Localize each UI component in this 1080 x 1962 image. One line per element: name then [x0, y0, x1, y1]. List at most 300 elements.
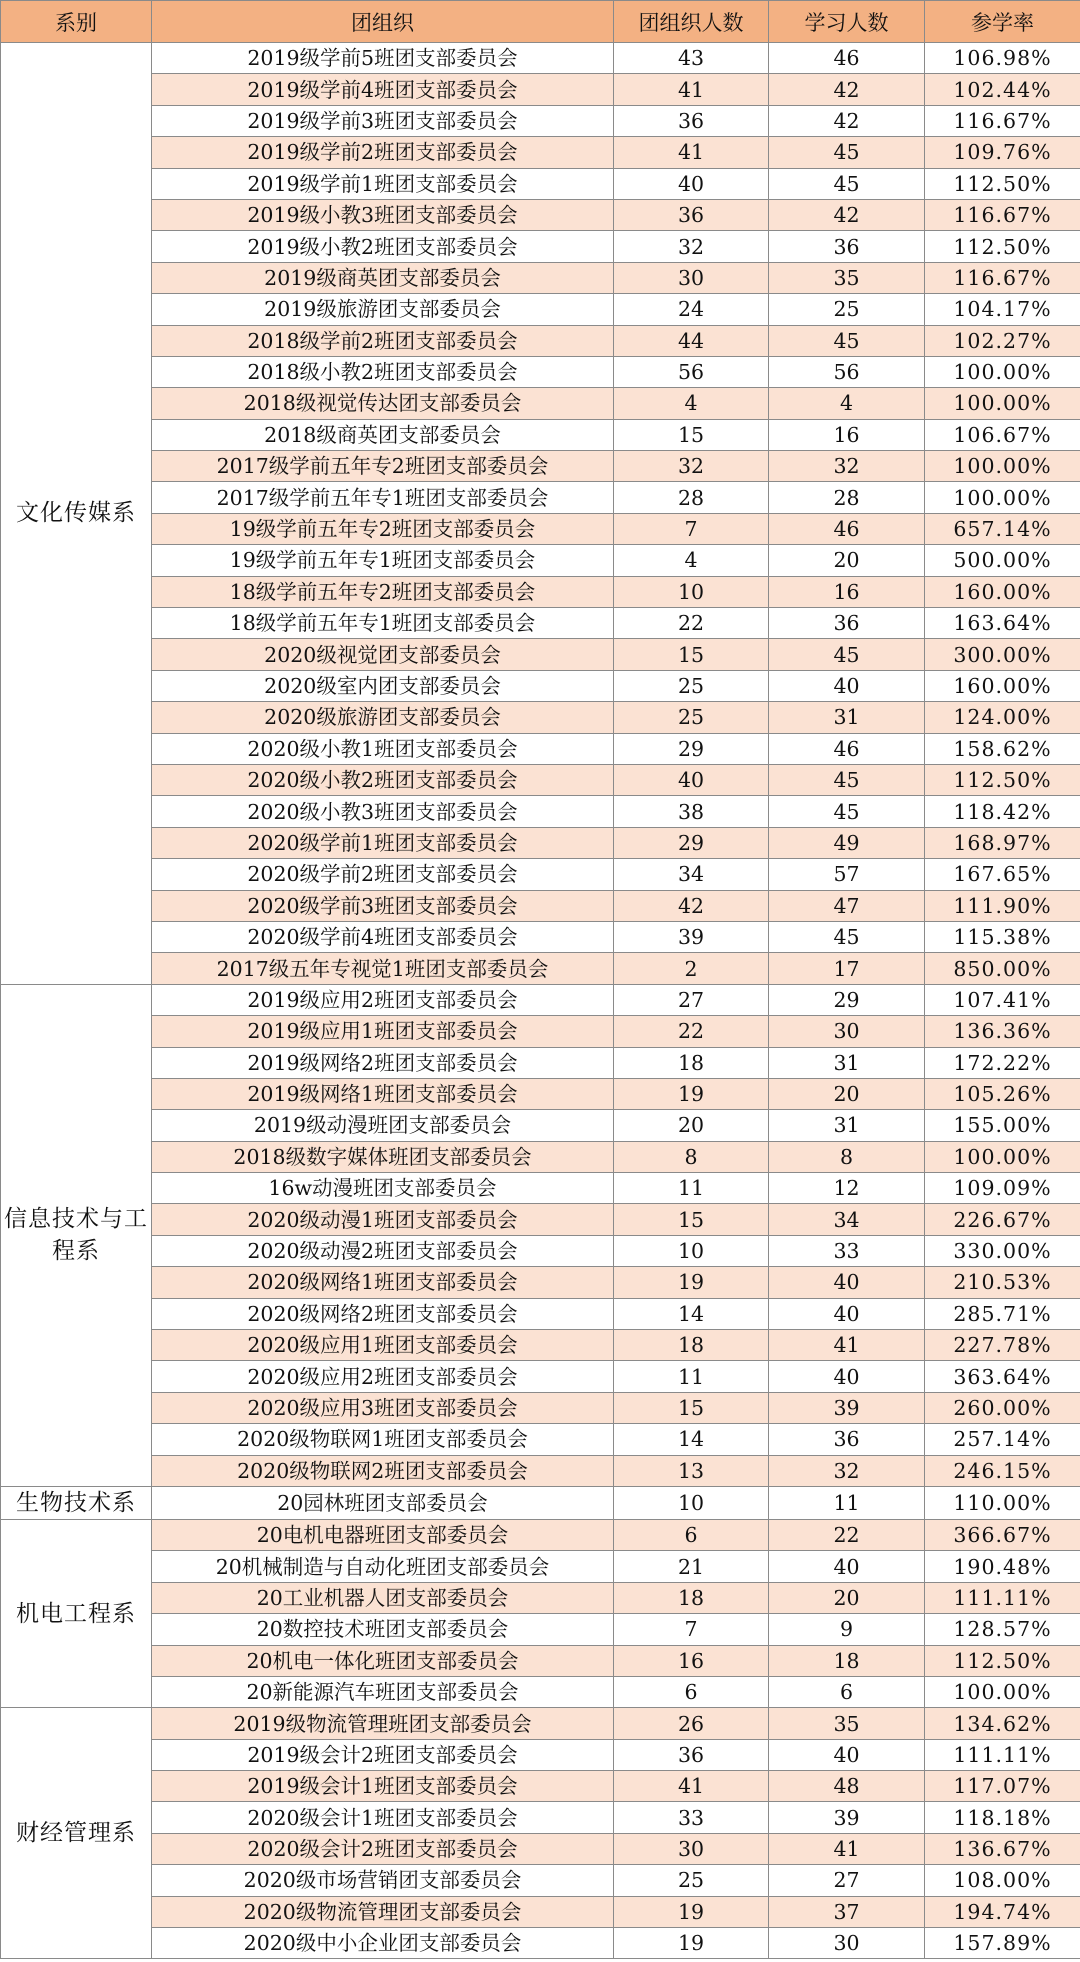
rate-cell: 106.98% [925, 43, 1080, 74]
study-count-cell: 42 [769, 199, 925, 230]
table-row [1, 1771, 1080, 1802]
table-row [1, 796, 1080, 827]
rate-cell: 112.50% [925, 168, 1080, 199]
org-name-cell: 2019级网络1班团支部委员会 [152, 1078, 614, 1109]
org-name-cell: 20机电一体化班团支部委员会 [152, 1645, 614, 1676]
table-row [1, 1896, 1080, 1927]
rate-cell: 136.36% [925, 1016, 1080, 1047]
org-count-cell: 15 [614, 1204, 769, 1235]
rate-cell: 167.65% [925, 859, 1080, 890]
rate-cell: 226.67% [925, 1204, 1080, 1235]
org-name-cell: 2020级应用1班团支部委员会 [152, 1330, 614, 1361]
org-name-cell: 2020级物流管理团支部委员会 [152, 1896, 614, 1927]
rate-cell: 366.67% [925, 1519, 1080, 1550]
rate-cell: 246.15% [925, 1455, 1080, 1486]
rate-cell: 111.11% [925, 1582, 1080, 1613]
table-row [1, 890, 1080, 921]
study-count-cell: 39 [769, 1802, 925, 1833]
study-count-cell: 40 [769, 1739, 925, 1770]
table-row [1, 1392, 1080, 1423]
org-count-cell: 18 [614, 1582, 769, 1613]
org-name-cell: 2018级商英团支部委员会 [152, 419, 614, 450]
org-count-cell: 6 [614, 1676, 769, 1707]
org-name-cell: 2020级动漫1班团支部委员会 [152, 1204, 614, 1235]
rate-cell: 136.67% [925, 1833, 1080, 1864]
study-count-cell: 30 [769, 1016, 925, 1047]
table-row [1, 1802, 1080, 1833]
table-row [1, 294, 1080, 325]
header-rate: 参学率 [925, 1, 1080, 43]
table-row [1, 451, 1080, 482]
org-name-cell: 2018级学前2班团支部委员会 [152, 325, 614, 356]
table-row [1, 733, 1080, 764]
header-row [1, 1, 1080, 43]
rate-cell: 117.07% [925, 1771, 1080, 1802]
study-count-cell: 40 [769, 1551, 925, 1582]
study-count-cell: 31 [769, 1110, 925, 1141]
org-name-cell: 2020级小教3班团支部委员会 [152, 796, 614, 827]
study-count-cell: 20 [769, 545, 925, 576]
org-count-cell: 42 [614, 890, 769, 921]
org-name-cell: 2020级小教1班团支部委员会 [152, 733, 614, 764]
table-row [1, 74, 1080, 105]
org-count-cell: 16 [614, 1645, 769, 1676]
org-count-cell: 28 [614, 482, 769, 513]
dept-cell: 生物技术系 [1, 1486, 152, 1519]
table-row [1, 1047, 1080, 1078]
org-count-cell: 2 [614, 953, 769, 984]
org-name-cell: 2019级会计2班团支部委员会 [152, 1739, 614, 1770]
org-name-cell: 2020级室内团支部委员会 [152, 670, 614, 701]
table-row [1, 262, 1080, 293]
study-count-cell: 20 [769, 1078, 925, 1109]
study-count-cell: 9 [769, 1614, 925, 1645]
study-count-cell: 41 [769, 1330, 925, 1361]
table-row [1, 545, 1080, 576]
org-count-cell: 7 [614, 513, 769, 544]
table-row [1, 1204, 1080, 1235]
rate-cell: 100.00% [925, 388, 1080, 419]
rate-cell: 116.67% [925, 105, 1080, 136]
table-row [1, 105, 1080, 136]
header-dept: 系别 [1, 1, 152, 43]
org-name-cell: 2020级旅游团支部委员会 [152, 702, 614, 733]
study-count-cell: 45 [769, 325, 925, 356]
study-count-cell: 28 [769, 482, 925, 513]
table-row [1, 1928, 1080, 1959]
study-count-cell: 41 [769, 1833, 925, 1864]
study-count-cell: 46 [769, 733, 925, 764]
header-study-count: 学习人数 [769, 1, 925, 43]
study-count-cell: 45 [769, 796, 925, 827]
rate-cell: 100.00% [925, 356, 1080, 387]
study-count-cell: 46 [769, 513, 925, 544]
org-name-cell: 2020级应用3班团支部委员会 [152, 1392, 614, 1423]
org-count-cell: 19 [614, 1267, 769, 1298]
study-count-cell: 35 [769, 262, 925, 293]
org-name-cell: 2019级网络2班团支部委员会 [152, 1047, 614, 1078]
org-count-cell: 22 [614, 608, 769, 639]
table-row [1, 1455, 1080, 1486]
org-count-cell: 36 [614, 1739, 769, 1770]
rate-cell: 190.48% [925, 1551, 1080, 1582]
org-count-cell: 10 [614, 1235, 769, 1266]
org-name-cell: 2019级物流管理班团支部委员会 [152, 1708, 614, 1739]
rate-cell: 116.67% [925, 199, 1080, 230]
study-count-cell: 17 [769, 953, 925, 984]
study-count-cell: 6 [769, 1676, 925, 1707]
table-row [1, 1519, 1080, 1550]
org-name-cell: 2018级视觉传达团支部委员会 [152, 388, 614, 419]
org-count-cell: 11 [614, 1361, 769, 1392]
rate-cell: 260.00% [925, 1392, 1080, 1423]
org-count-cell: 43 [614, 43, 769, 74]
org-count-cell: 38 [614, 796, 769, 827]
rate-cell: 111.11% [925, 1739, 1080, 1770]
table-row [1, 1110, 1080, 1141]
rate-cell: 116.67% [925, 262, 1080, 293]
rate-cell: 118.42% [925, 796, 1080, 827]
table-row [1, 639, 1080, 670]
study-count-cell: 45 [769, 137, 925, 168]
study-count-cell: 46 [769, 43, 925, 74]
rate-cell: 160.00% [925, 670, 1080, 701]
table-row [1, 953, 1080, 984]
org-count-cell: 19 [614, 1896, 769, 1927]
study-count-cell: 16 [769, 419, 925, 450]
org-count-cell: 15 [614, 419, 769, 450]
table-row [1, 1330, 1080, 1361]
org-name-cell: 2019级应用2班团支部委员会 [152, 984, 614, 1015]
org-name-cell: 2018级小教2班团支部委员会 [152, 356, 614, 387]
org-name-cell: 2018级数字媒体班团支部委员会 [152, 1141, 614, 1172]
org-count-cell: 10 [614, 1486, 769, 1519]
study-count-cell: 4 [769, 388, 925, 419]
rate-cell: 124.00% [925, 702, 1080, 733]
org-count-cell: 20 [614, 1110, 769, 1141]
rate-cell: 257.14% [925, 1424, 1080, 1455]
org-name-cell: 19级学前五年专1班团支部委员会 [152, 545, 614, 576]
org-name-cell: 16w动漫班团支部委员会 [152, 1173, 614, 1204]
org-count-cell: 36 [614, 105, 769, 136]
study-count-cell: 16 [769, 576, 925, 607]
org-count-cell: 56 [614, 356, 769, 387]
study-count-cell: 45 [769, 639, 925, 670]
rate-cell: 104.17% [925, 294, 1080, 325]
rate-cell: 100.00% [925, 451, 1080, 482]
study-count-cell: 37 [769, 1896, 925, 1927]
org-count-cell: 40 [614, 764, 769, 795]
study-count-cell: 57 [769, 859, 925, 890]
org-count-cell: 10 [614, 576, 769, 607]
org-count-cell: 18 [614, 1330, 769, 1361]
rate-cell: 102.27% [925, 325, 1080, 356]
study-count-cell: 25 [769, 294, 925, 325]
table-row [1, 984, 1080, 1015]
study-count-cell: 48 [769, 1771, 925, 1802]
org-name-cell: 20机械制造与自动化班团支部委员会 [152, 1551, 614, 1582]
org-name-cell: 20电机电器班团支部委员会 [152, 1519, 614, 1550]
table-row [1, 1739, 1080, 1770]
dept-cell: 机电工程系 [1, 1519, 152, 1707]
rate-cell: 111.90% [925, 890, 1080, 921]
study-count-cell: 36 [769, 231, 925, 262]
dept-cell: 财经管理系 [1, 1708, 152, 1959]
org-count-cell: 40 [614, 168, 769, 199]
org-count-cell: 18 [614, 1047, 769, 1078]
org-count-cell: 34 [614, 859, 769, 890]
org-name-cell: 2020级学前1班团支部委员会 [152, 827, 614, 858]
org-name-cell: 20数控技术班团支部委员会 [152, 1614, 614, 1645]
study-count-cell: 27 [769, 1865, 925, 1896]
table-row [1, 702, 1080, 733]
org-count-cell: 6 [614, 1519, 769, 1550]
study-count-cell: 31 [769, 702, 925, 733]
rate-cell: 227.78% [925, 1330, 1080, 1361]
org-name-cell: 2020级市场营销团支部委员会 [152, 1865, 614, 1896]
rate-cell: 157.89% [925, 1928, 1080, 1959]
rate-cell: 118.18% [925, 1802, 1080, 1833]
table-row [1, 1833, 1080, 1864]
table-row [1, 1078, 1080, 1109]
table-row [1, 1361, 1080, 1392]
org-name-cell: 2019级学前5班团支部委员会 [152, 43, 614, 74]
study-count-cell: 40 [769, 1267, 925, 1298]
rate-cell: 109.09% [925, 1173, 1080, 1204]
org-name-cell: 2020级学前2班团支部委员会 [152, 859, 614, 890]
rate-cell: 168.97% [925, 827, 1080, 858]
table-row [1, 1582, 1080, 1613]
org-name-cell: 2019级学前1班团支部委员会 [152, 168, 614, 199]
study-count-cell: 33 [769, 1235, 925, 1266]
rate-cell: 105.26% [925, 1078, 1080, 1109]
org-count-cell: 21 [614, 1551, 769, 1582]
org-name-cell: 20工业机器人团支部委员会 [152, 1582, 614, 1613]
study-count-cell: 22 [769, 1519, 925, 1550]
table-row [1, 356, 1080, 387]
rate-cell: 657.14% [925, 513, 1080, 544]
rate-cell: 134.62% [925, 1708, 1080, 1739]
org-name-cell: 2020级学前3班团支部委员会 [152, 890, 614, 921]
org-count-cell: 8 [614, 1141, 769, 1172]
study-count-cell: 40 [769, 670, 925, 701]
org-count-cell: 24 [614, 294, 769, 325]
rate-cell: 285.71% [925, 1298, 1080, 1329]
table-row [1, 921, 1080, 952]
org-count-cell: 29 [614, 827, 769, 858]
table-row [1, 419, 1080, 450]
org-count-cell: 11 [614, 1173, 769, 1204]
study-count-cell: 39 [769, 1392, 925, 1423]
org-count-cell: 19 [614, 1928, 769, 1959]
org-name-cell: 20新能源汽车班团支部委员会 [152, 1676, 614, 1707]
org-name-cell: 2019级商英团支部委员会 [152, 262, 614, 293]
table-row [1, 670, 1080, 701]
rate-cell: 850.00% [925, 953, 1080, 984]
study-count-cell: 36 [769, 608, 925, 639]
org-count-cell: 13 [614, 1455, 769, 1486]
study-count-cell: 47 [769, 890, 925, 921]
table-row [1, 199, 1080, 230]
rate-cell: 160.00% [925, 576, 1080, 607]
org-name-cell: 2020级小教2班团支部委员会 [152, 764, 614, 795]
org-name-cell: 2019级应用1班团支部委员会 [152, 1016, 614, 1047]
org-count-cell: 41 [614, 1771, 769, 1802]
rate-cell: 112.50% [925, 231, 1080, 262]
org-count-cell: 26 [614, 1708, 769, 1739]
org-name-cell: 2020级物联网1班团支部委员会 [152, 1424, 614, 1455]
rate-cell: 128.57% [925, 1614, 1080, 1645]
table-body [1, 43, 1080, 1959]
org-name-cell: 2019级小教2班团支部委员会 [152, 231, 614, 262]
org-name-cell: 18级学前五年专1班团支部委员会 [152, 608, 614, 639]
org-count-cell: 7 [614, 1614, 769, 1645]
org-name-cell: 2019级学前2班团支部委员会 [152, 137, 614, 168]
rate-cell: 100.00% [925, 482, 1080, 513]
table-row [1, 859, 1080, 890]
org-count-cell: 44 [614, 325, 769, 356]
org-count-cell: 29 [614, 733, 769, 764]
org-name-cell: 2017级学前五年专2班团支部委员会 [152, 451, 614, 482]
study-count-cell: 45 [769, 921, 925, 952]
study-count-cell: 35 [769, 1708, 925, 1739]
org-name-cell: 2019级会计1班团支部委员会 [152, 1771, 614, 1802]
study-count-cell: 42 [769, 74, 925, 105]
table-row [1, 1267, 1080, 1298]
org-count-cell: 14 [614, 1424, 769, 1455]
table-row [1, 168, 1080, 199]
org-count-cell: 33 [614, 1802, 769, 1833]
rate-cell: 194.74% [925, 1896, 1080, 1927]
study-count-cell: 29 [769, 984, 925, 1015]
table-row [1, 1424, 1080, 1455]
study-count-cell: 18 [769, 1645, 925, 1676]
header-org: 团组织 [152, 1, 614, 43]
org-name-cell: 2020级中小企业团支部委员会 [152, 1928, 614, 1959]
rate-cell: 109.76% [925, 137, 1080, 168]
org-name-cell: 2019级学前3班团支部委员会 [152, 105, 614, 136]
study-count-cell: 40 [769, 1361, 925, 1392]
table-row [1, 513, 1080, 544]
rate-cell: 107.41% [925, 984, 1080, 1015]
org-name-cell: 20园林班团支部委员会 [152, 1486, 614, 1519]
table-row [1, 1298, 1080, 1329]
rate-cell: 115.38% [925, 921, 1080, 952]
rate-cell: 100.00% [925, 1676, 1080, 1707]
study-count-cell: 49 [769, 827, 925, 858]
org-count-cell: 4 [614, 545, 769, 576]
org-count-cell: 30 [614, 1833, 769, 1864]
table-row [1, 1551, 1080, 1582]
rate-cell: 300.00% [925, 639, 1080, 670]
rate-cell: 112.50% [925, 1645, 1080, 1676]
rate-cell: 102.44% [925, 74, 1080, 105]
study-count-cell: 40 [769, 1298, 925, 1329]
org-count-cell: 14 [614, 1298, 769, 1329]
org-name-cell: 2019级动漫班团支部委员会 [152, 1110, 614, 1141]
study-count-cell: 8 [769, 1141, 925, 1172]
table-row [1, 1235, 1080, 1266]
org-name-cell: 2020级会计1班团支部委员会 [152, 1802, 614, 1833]
org-name-cell: 2017级学前五年专1班团支部委员会 [152, 482, 614, 513]
table-row [1, 1486, 1080, 1519]
rate-cell: 172.22% [925, 1047, 1080, 1078]
study-count-cell: 32 [769, 1455, 925, 1486]
table-row [1, 1676, 1080, 1707]
table-row [1, 43, 1080, 74]
org-name-cell: 18级学前五年专2班团支部委员会 [152, 576, 614, 607]
org-count-cell: 19 [614, 1078, 769, 1109]
study-count-cell: 31 [769, 1047, 925, 1078]
study-count-cell: 11 [769, 1486, 925, 1519]
org-name-cell: 2019级小教3班团支部委员会 [152, 199, 614, 230]
study-count-cell: 56 [769, 356, 925, 387]
header-org-count: 团组织人数 [614, 1, 769, 43]
table-row [1, 325, 1080, 356]
org-name-cell: 2019级旅游团支部委员会 [152, 294, 614, 325]
table-row [1, 1645, 1080, 1676]
table-row [1, 482, 1080, 513]
org-name-cell: 19级学前五年专2班团支部委员会 [152, 513, 614, 544]
org-count-cell: 4 [614, 388, 769, 419]
table-row [1, 608, 1080, 639]
study-count-cell: 20 [769, 1582, 925, 1613]
rate-cell: 155.00% [925, 1110, 1080, 1141]
table-row [1, 1865, 1080, 1896]
org-count-cell: 32 [614, 231, 769, 262]
table-row [1, 1173, 1080, 1204]
org-count-cell: 36 [614, 199, 769, 230]
table-row [1, 764, 1080, 795]
table-row [1, 1614, 1080, 1645]
rate-cell: 108.00% [925, 1865, 1080, 1896]
org-count-cell: 32 [614, 451, 769, 482]
org-name-cell: 2020级学前4班团支部委员会 [152, 921, 614, 952]
study-count-cell: 36 [769, 1424, 925, 1455]
org-name-cell: 2020级视觉团支部委员会 [152, 639, 614, 670]
table-row [1, 1708, 1080, 1739]
rate-cell: 330.00% [925, 1235, 1080, 1266]
org-name-cell: 2017级五年专视觉1班团支部委员会 [152, 953, 614, 984]
study-count-cell: 34 [769, 1204, 925, 1235]
rate-cell: 363.64% [925, 1361, 1080, 1392]
org-count-cell: 25 [614, 1865, 769, 1896]
table-row [1, 231, 1080, 262]
table-row [1, 137, 1080, 168]
rate-cell: 100.00% [925, 1141, 1080, 1172]
study-count-cell: 12 [769, 1173, 925, 1204]
org-count-cell: 15 [614, 639, 769, 670]
rate-cell: 163.64% [925, 608, 1080, 639]
rate-cell: 158.62% [925, 733, 1080, 764]
org-count-cell: 27 [614, 984, 769, 1015]
rate-cell: 112.50% [925, 764, 1080, 795]
study-count-cell: 45 [769, 764, 925, 795]
org-name-cell: 2020级物联网2班团支部委员会 [152, 1455, 614, 1486]
org-count-cell: 15 [614, 1392, 769, 1423]
org-count-cell: 25 [614, 702, 769, 733]
study-count-cell: 32 [769, 451, 925, 482]
rate-cell: 210.53% [925, 1267, 1080, 1298]
rate-cell: 500.00% [925, 545, 1080, 576]
org-name-cell: 2020级会计2班团支部委员会 [152, 1833, 614, 1864]
study-count-cell: 30 [769, 1928, 925, 1959]
rate-cell: 110.00% [925, 1486, 1080, 1519]
dept-cell: 文化传媒系 [1, 43, 152, 985]
org-count-cell: 30 [614, 262, 769, 293]
dept-cell: 信息技术与工程系 [1, 984, 152, 1486]
table-row [1, 576, 1080, 607]
